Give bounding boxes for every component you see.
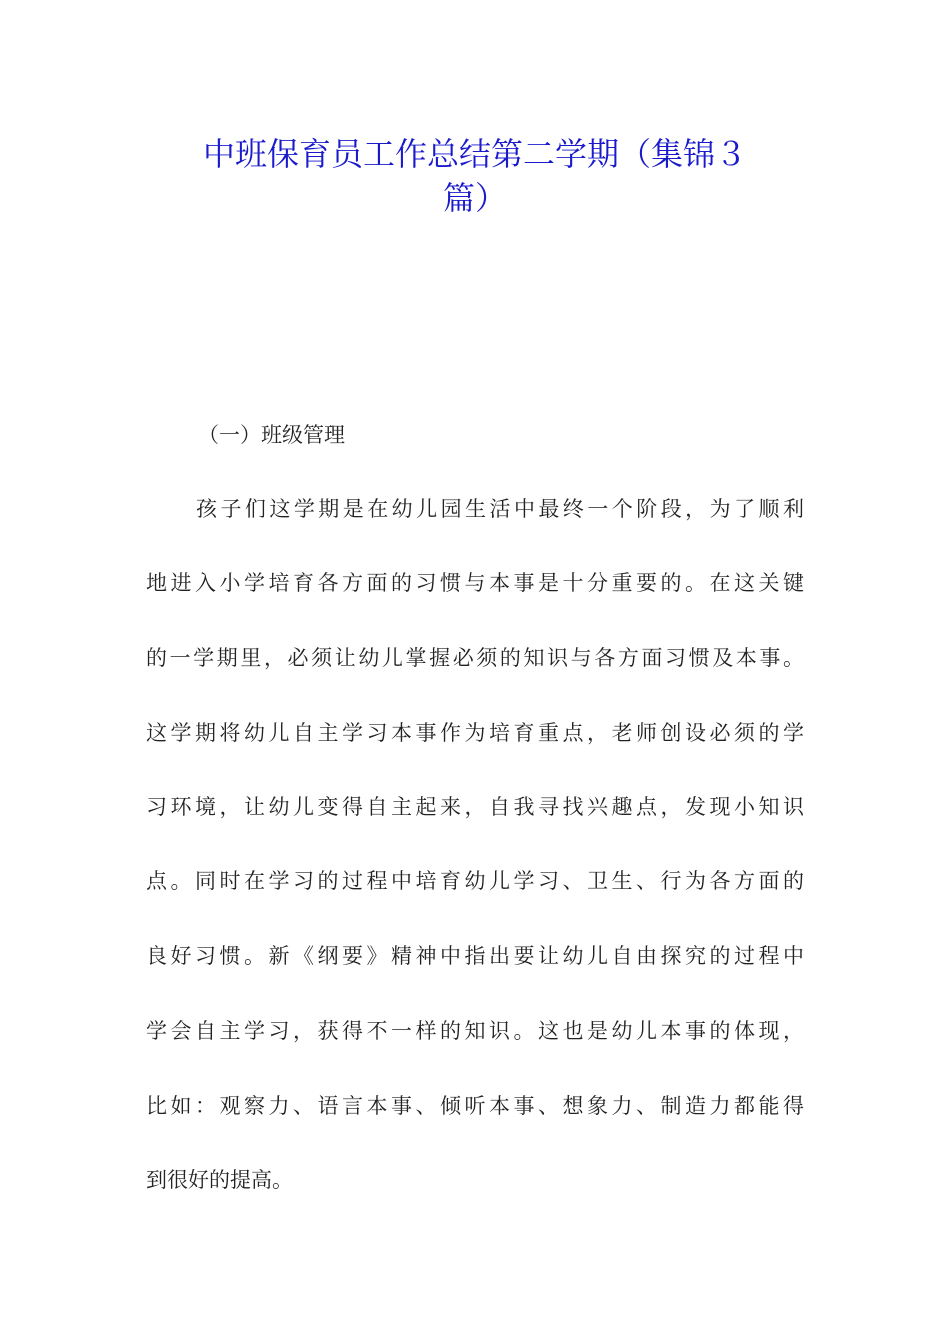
paragraph-line-10: 到很好的提高。: [146, 1168, 293, 1192]
document-title-line-1: 中班保育员工作总结第二学期（集锦３: [202, 135, 747, 173]
document-title-line-2: 篇）: [442, 179, 507, 217]
paragraph-line-2: 地进入小学培育各方面的习惯与本事是十分重要的。在这关键: [146, 571, 804, 595]
paragraph-line-3: 的一学期里，必须让幼儿掌握必须的知识与各方面习惯及本事。: [146, 646, 804, 670]
section-heading: （一）班级管理: [198, 423, 345, 447]
paragraph-line-4: 这学期将幼儿自主学习本事作为培育重点，老师创设必须的学: [146, 721, 804, 745]
paragraph-line-9: 比如：观察力、语言本事、倾听本事、想象力、制造力都能得: [146, 1094, 804, 1118]
paragraph-line-5: 习环境，让幼儿变得自主起来，自我寻找兴趣点，发现小知识: [146, 795, 804, 819]
paragraph-line-7: 良好习惯。新《纲要》精神中指出要让幼儿自由探究的过程中: [146, 944, 804, 968]
paragraph-line-8: 学会自主学习，获得不一样的知识。这也是幼儿本事的体现，: [146, 1019, 804, 1043]
paragraph-line-6: 点。同时在学习的过程中培育幼儿学习、卫生、行为各方面的: [146, 869, 804, 893]
paragraph-line-1: 孩子们这学期是在幼儿园生活中最终一个阶段，为了顺利: [196, 497, 804, 521]
